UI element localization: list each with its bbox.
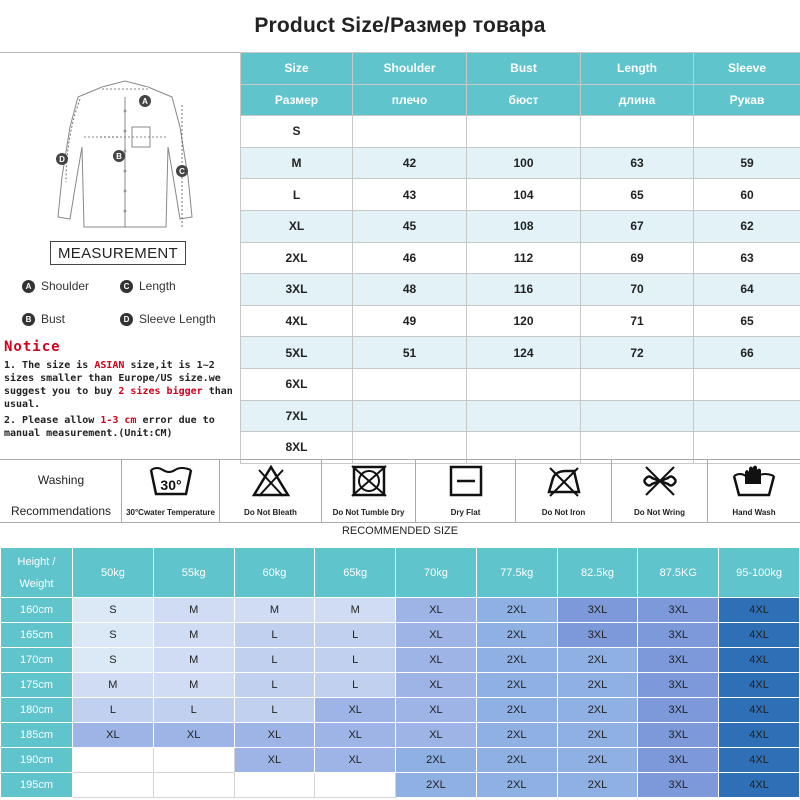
recommended-size-cell: XL [153, 723, 234, 748]
size-table-cell: 116 [467, 274, 581, 306]
recommended-size-cell: M [234, 598, 315, 623]
size-table-cell [353, 400, 467, 432]
recommended-size-cell: 4XL [719, 623, 800, 648]
recommended-size-cell: XL [396, 648, 477, 673]
recommended-size-cell: 2XL [476, 698, 557, 723]
legend-label: Bust [41, 312, 66, 326]
recommended-size-cell: 4XL [719, 723, 800, 748]
height-weight-corner: Height / Weight [1, 548, 73, 598]
size-table-row [241, 147, 800, 179]
recommended-size-cell: 4XL [719, 698, 800, 723]
table-row [1, 748, 800, 773]
height-label: 170cm [1, 648, 73, 673]
size-table-cell: 72 [581, 337, 694, 369]
height-label: 160cm [1, 598, 73, 623]
recommended-size-cell: M [153, 598, 234, 623]
size-table-cell: Размер [241, 84, 353, 116]
size-table-cell: 64 [694, 274, 800, 306]
size-table-cell: 51 [353, 337, 467, 369]
size-table-row [241, 368, 800, 400]
care-item-do-not-tumble-dry [322, 460, 416, 522]
care-caption: Hand Wash [732, 508, 776, 517]
letter-d-icon: D [120, 313, 133, 326]
size-table-cell: длина [581, 84, 694, 116]
legend-length [120, 279, 176, 293]
recommended-header-row [1, 548, 800, 598]
recommended-size-cell: L [234, 698, 315, 723]
recommended-size-table [0, 547, 800, 798]
size-table-cell: 104 [467, 179, 581, 211]
recommended-size-cell: 2XL [476, 598, 557, 623]
recommended-size-cell: 3XL [638, 598, 719, 623]
recommended-size-cell: XL [396, 673, 477, 698]
size-table-cell: L [241, 179, 353, 211]
size-table-row [241, 210, 800, 242]
table-row [1, 673, 800, 698]
size-table-cell: Size [241, 53, 353, 85]
svg-text:A: A [142, 97, 148, 106]
size-table-row [241, 242, 800, 274]
recommended-size-cell: L [234, 623, 315, 648]
care-label [0, 460, 122, 522]
recommended-size-title: RECOMMENDED SIZE [341, 525, 459, 537]
size-table-cell: 124 [467, 337, 581, 369]
recommended-size-cell: XL [396, 698, 477, 723]
weight-header: 87.5KG [638, 548, 719, 598]
recommended-size-cell [315, 773, 396, 798]
recommended-size-cell: L [315, 673, 396, 698]
height-label: 190cm [1, 748, 73, 773]
size-table-cell: 7XL [241, 400, 353, 432]
care-item-wash-30 [122, 460, 220, 522]
size-table-cell: бюст [467, 84, 581, 116]
svg-text:B: B [116, 152, 122, 161]
size-table-cell: 4XL [241, 305, 353, 337]
size-table-cell: 108 [467, 210, 581, 242]
recommended-size-cell: 3XL [638, 673, 719, 698]
table-row [1, 773, 800, 798]
recommended-size-cell: 2XL [476, 748, 557, 773]
size-table-cell: XL [241, 210, 353, 242]
size-table-cell: 62 [694, 210, 800, 242]
recommended-size-cell: M [315, 598, 396, 623]
size-table-cell: 2XL [241, 242, 353, 274]
table-row [1, 698, 800, 723]
size-table-cell: 3XL [241, 274, 353, 306]
size-table-cell: 63 [694, 242, 800, 274]
recommended-size-cell: XL [396, 723, 477, 748]
shirt-diagram-icon [40, 67, 210, 267]
legend-sleeve-length [120, 312, 216, 326]
recommended-size-cell: 2XL [557, 673, 638, 698]
recommended-size-cell: XL [234, 723, 315, 748]
recommended-size-cell: 4XL [719, 773, 800, 798]
care-item-do-not-wring [612, 460, 708, 522]
legend-label: Length [139, 279, 176, 293]
recommended-size-cell [234, 773, 315, 798]
size-table-cell: Sleeve [694, 53, 800, 85]
svg-text:30°: 30° [159, 477, 182, 493]
notice-title: Notice [4, 339, 61, 355]
size-table-cell: 6XL [241, 368, 353, 400]
size-table-cell [694, 368, 800, 400]
table-row [1, 623, 800, 648]
care-item-do-not-bleach [220, 460, 322, 522]
height-label: 175cm [1, 673, 73, 698]
size-table-cell: Рукав [694, 84, 800, 116]
care-caption: Do Not Bleath [244, 508, 297, 517]
svg-text:C: C [179, 167, 185, 176]
size-table-cell: 120 [467, 305, 581, 337]
size-table-cell: 46 [353, 242, 467, 274]
size-table-cell: плечо [353, 84, 467, 116]
recommended-size-cell: 2XL [476, 648, 557, 673]
recommended-size-cell: L [315, 623, 396, 648]
dry-flat-icon [446, 464, 486, 498]
do-not-iron-icon [544, 464, 584, 498]
recommended-size-cell: L [153, 698, 234, 723]
height-label: 180cm [1, 698, 73, 723]
size-table-cell: 63 [581, 147, 694, 179]
do-not-wring-icon [640, 464, 680, 498]
size-table-header-row [241, 53, 800, 85]
recommended-size-cell: 3XL [638, 648, 719, 673]
size-table-header-row [241, 84, 800, 116]
recommended-size-cell: 2XL [557, 773, 638, 798]
recommended-size-cell: S [73, 598, 154, 623]
care-caption: Do Not Iron [541, 508, 586, 517]
recommended-size-cell: 2XL [476, 673, 557, 698]
recommended-size-cell: XL [315, 748, 396, 773]
weight-header: 55kg [153, 548, 234, 598]
recommended-size-cell: XL [315, 723, 396, 748]
page-title: Product Size/Размер товара [254, 14, 546, 37]
recommended-size-cell: 2XL [476, 723, 557, 748]
size-table-cell: 45 [353, 210, 467, 242]
recommended-size-cell: 3XL [557, 623, 638, 648]
size-table-row [241, 116, 800, 148]
legend-shoulder [22, 279, 89, 293]
size-table-cell: 59 [694, 147, 800, 179]
size-table-cell: 69 [581, 242, 694, 274]
size-table-cell [694, 116, 800, 148]
recommended-size-cell: M [153, 623, 234, 648]
size-table-cell: 5XL [241, 337, 353, 369]
height-label: 195cm [1, 773, 73, 798]
recommended-size-cell: 2XL [476, 773, 557, 798]
size-table-cell: 100 [467, 147, 581, 179]
care-item-do-not-iron [516, 460, 612, 522]
size-table-cell: Bust [467, 53, 581, 85]
size-table-cell [467, 400, 581, 432]
recommended-size-cell: 4XL [719, 648, 800, 673]
size-table-row [241, 179, 800, 211]
size-table-cell: 112 [467, 242, 581, 274]
recommended-size-cell: 2XL [557, 723, 638, 748]
size-table-cell [467, 116, 581, 148]
care-caption: 30°Cwater Temperature [126, 508, 215, 517]
size-table-cell [694, 400, 800, 432]
recommended-size-cell: S [73, 648, 154, 673]
recommended-size-cell: XL [234, 748, 315, 773]
recommended-size-cell: M [153, 648, 234, 673]
weight-header: 77.5kg [476, 548, 557, 598]
recommended-size-cell [73, 748, 154, 773]
recommended-size-cell [153, 748, 234, 773]
recommended-size-cell: 2XL [476, 623, 557, 648]
notice-text [4, 359, 240, 443]
recommended-size-cell: M [73, 673, 154, 698]
care-label-washing: Washing [37, 473, 85, 487]
recommended-size-cell: 4XL [719, 598, 800, 623]
weight-header: 50kg [73, 548, 154, 598]
weight-header: 82.5kg [557, 548, 638, 598]
height-label: 185cm [1, 723, 73, 748]
recommended-size-cell: M [153, 673, 234, 698]
size-table-cell: 65 [581, 179, 694, 211]
size-table-cell: 71 [581, 305, 694, 337]
table-row [1, 648, 800, 673]
table-row [1, 723, 800, 748]
recommended-size-cell: 2XL [557, 648, 638, 673]
legend-label: Sleeve Length [139, 312, 216, 326]
care-item-dry-flat [416, 460, 516, 522]
recommended-size-cell: 3XL [638, 773, 719, 798]
size-table-cell: 65 [694, 305, 800, 337]
recommended-size-cell: XL [396, 598, 477, 623]
size-table-cell [581, 368, 694, 400]
care-caption: Do Not Wring [634, 508, 685, 517]
notice-line-1: 1. The size is ASIAN size,it is 1~2 sizes smaller than Europe/US size.we suggest you to buy 2 sizes bigger than usual. [4, 360, 233, 410]
size-table-cell: 60 [694, 179, 800, 211]
recommended-size-cell [153, 773, 234, 798]
wash-30-icon [148, 464, 194, 498]
size-table-cell [467, 368, 581, 400]
recommended-size-cell: 4XL [719, 748, 800, 773]
weight-header: 95-100kg [719, 548, 800, 598]
recommended-size-cell [73, 773, 154, 798]
recommended-size-cell: S [73, 623, 154, 648]
care-caption: Dry Flat [450, 508, 481, 517]
recommended-size-cell: 4XL [719, 673, 800, 698]
size-table-row [241, 305, 800, 337]
recommended-size-cell: 2XL [557, 698, 638, 723]
size-table-cell: 67 [581, 210, 694, 242]
letter-c-icon: C [120, 280, 133, 293]
table-row [1, 598, 800, 623]
weight-header: 60kg [234, 548, 315, 598]
size-table-row [241, 274, 800, 306]
size-table-cell: 8XL [241, 432, 353, 464]
notice-line-2: 2. Please allow 1-3 cm error due to manual measurement.(Unit:CM) [4, 415, 215, 439]
weight-header: 70kg [396, 548, 477, 598]
size-table-cell [353, 116, 467, 148]
size-table [240, 52, 800, 464]
recommended-size-cell: 3XL [638, 723, 719, 748]
letter-a-icon: A [22, 280, 35, 293]
recommended-size-cell: 2XL [396, 748, 477, 773]
size-table-cell: S [241, 116, 353, 148]
recommended-size-cell: 2XL [557, 748, 638, 773]
recommended-size-cell: XL [315, 698, 396, 723]
svg-text:D: D [59, 155, 65, 164]
recommended-size-cell: 3XL [638, 698, 719, 723]
care-instructions [0, 459, 800, 523]
care-caption: Do Not Tumble Dry [332, 508, 405, 517]
recommended-size-cell: XL [73, 723, 154, 748]
recommended-size-cell: 2XL [396, 773, 477, 798]
legend-bust [22, 312, 65, 326]
do-not-bleach-icon [251, 464, 291, 498]
weight-header: 65kg [315, 548, 396, 598]
recommended-size-cell: XL [396, 623, 477, 648]
measurement-label: MEASUREMENT [50, 241, 186, 265]
size-table-cell: 49 [353, 305, 467, 337]
letter-b-icon: B [22, 313, 35, 326]
size-table-cell: 48 [353, 274, 467, 306]
care-label-recommendations: Recommendations [10, 504, 112, 518]
size-table-row [241, 337, 800, 369]
size-table-cell: Shoulder [353, 53, 467, 85]
size-table-cell: 42 [353, 147, 467, 179]
hand-wash-icon [731, 464, 777, 498]
measurement-panel [0, 53, 240, 459]
size-table-cell [581, 400, 694, 432]
size-table-cell [353, 368, 467, 400]
height-label: 165cm [1, 623, 73, 648]
recommended-size-cell: 3XL [638, 623, 719, 648]
size-table-cell [581, 116, 694, 148]
do-not-tumble-dry-icon [349, 464, 389, 498]
recommended-size-cell: L [234, 673, 315, 698]
size-table-cell: 66 [694, 337, 800, 369]
size-table-cell: 43 [353, 179, 467, 211]
recommended-size-cell: L [234, 648, 315, 673]
recommended-size-cell: 3XL [557, 598, 638, 623]
recommended-size-cell: 3XL [638, 748, 719, 773]
size-table-cell: 70 [581, 274, 694, 306]
legend-label: Shoulder [41, 279, 90, 293]
care-item-hand-wash [708, 460, 800, 522]
size-table-row [241, 400, 800, 432]
recommended-size-cell: L [73, 698, 154, 723]
size-table-cell: Length [581, 53, 694, 85]
recommended-size-cell: L [315, 648, 396, 673]
size-table-cell: M [241, 147, 353, 179]
